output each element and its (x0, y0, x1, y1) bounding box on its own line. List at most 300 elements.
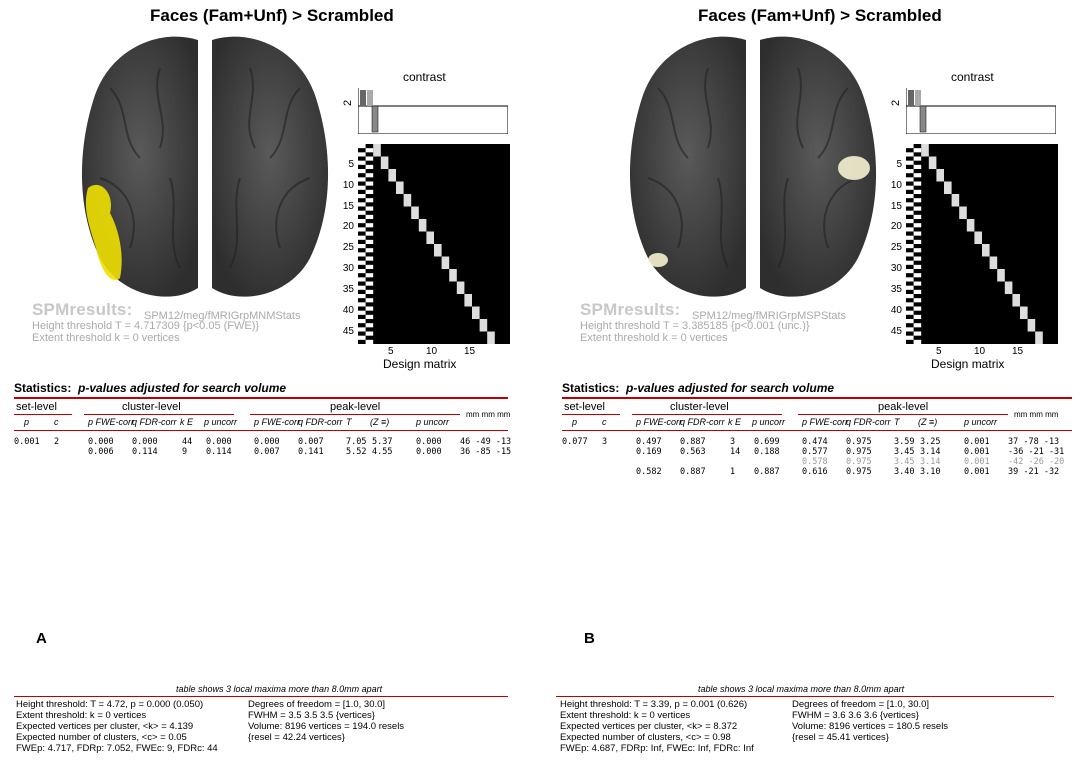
design-matrix-diagonal (373, 144, 381, 157)
cell-p-qfdr: 0.975 (846, 437, 872, 447)
footer-right-line: {resel = 42.24 vertices} (248, 732, 345, 743)
statistics-title: Statistics: (14, 381, 72, 395)
design-matrix-diagonal (388, 169, 396, 182)
design-matrix-cell (906, 144, 914, 148)
design-matrix-cell (358, 144, 366, 148)
design-matrix-cell (906, 277, 914, 281)
design-matrix-cell (366, 182, 374, 186)
design-matrix-xtick: 5 (936, 346, 942, 357)
design-matrix-cell (366, 315, 374, 319)
design-matrix-diagonal (457, 282, 465, 295)
contrast-label: contrast (951, 70, 994, 84)
design-matrix-cell (366, 340, 374, 344)
design-matrix-cell (358, 244, 366, 248)
spm-extent-threshold: Extent threshold k = 0 vertices (32, 332, 180, 344)
cell-c-qfdr: 0.114 (132, 447, 158, 457)
design-matrix-cell (358, 219, 366, 223)
cell-c-pfwe: 0.169 (636, 447, 662, 457)
footer-rule (556, 696, 1054, 697)
cell-p-pfwe: 0.000 (254, 437, 280, 447)
hdr-t: T (894, 417, 900, 427)
cell-set-c: 2 (54, 437, 60, 447)
design-matrix-cell (914, 165, 922, 169)
design-matrix-diagonal (487, 332, 495, 345)
cell-c-ke: 9 (182, 447, 188, 457)
design-matrix-cell (914, 282, 922, 286)
design-matrix-diagonal (1028, 319, 1036, 332)
cell-c-pfwe: 0.006 (88, 447, 114, 457)
hdr-t: T (346, 417, 352, 427)
design-matrix-diagonal (381, 157, 389, 170)
design-matrix-cell (914, 307, 922, 311)
hdr-punc-peak: p uncorr (416, 417, 450, 427)
design-matrix-cell (914, 148, 922, 152)
design-matrix-cell (358, 319, 366, 323)
cell-p-punc: 0.001 (964, 457, 990, 467)
cell-p-punc: 0.001 (964, 467, 990, 477)
design-matrix-cell (906, 336, 914, 340)
hdr-punc: p uncorr (204, 417, 238, 427)
cell-p-t: 7.05 (346, 437, 367, 447)
footer-left-line: FWEp: 4.687, FDRp: Inf, FWEc: Inf, FDRc: Inf (560, 743, 754, 754)
design-matrix-cell (906, 177, 914, 181)
footer-right-line: Volume: 8196 vertices = 194.0 resels (248, 721, 405, 732)
cell-p-z: 3.10 (920, 467, 941, 477)
contrast-tick: 2 (342, 99, 354, 106)
design-matrix-cell (366, 148, 374, 152)
cell-p-pfwe: 0.577 (802, 447, 828, 457)
spm-height-threshold: Height threshold T = 3.385185 {p<0.001 (unc.)} (580, 320, 810, 332)
header-bottom-rule (14, 430, 508, 431)
design-matrix-ytick: 40 (342, 304, 354, 316)
footer-left-line: Expected number of clusters, <c> = 0.05 (16, 732, 187, 743)
cell-p-t: 3.59 (894, 437, 915, 447)
design-matrix-cell (906, 169, 914, 173)
cell-c-qfdr: 0.887 (680, 467, 706, 477)
design-matrix-cell (366, 190, 374, 194)
panel-letter: A (36, 630, 47, 647)
design-matrix-cell (366, 215, 374, 219)
cell-p-pfwe: 0.474 (802, 437, 828, 447)
design-matrix-cell (906, 194, 914, 198)
cell-p-t: 3.45 (894, 447, 915, 457)
cell-p-pfwe: 0.616 (802, 467, 828, 477)
design-matrix-diagonal (959, 207, 967, 220)
cell-p-t: 5.52 (346, 447, 367, 457)
rule-cluster (84, 414, 234, 415)
cell-p-punc: 0.001 (964, 437, 990, 447)
design-matrix-diagonal (1005, 282, 1013, 295)
statistics-subtitle: p-values adjusted for search volume (78, 381, 287, 395)
spm-path: SPM12/meg/fMRIGrpMNMStats (144, 310, 301, 322)
design-matrix-cell (358, 252, 366, 256)
hdr-peak-level: peak-level (330, 401, 381, 413)
design-matrix-cell (358, 236, 366, 240)
contrast-plot (906, 88, 1056, 134)
design-matrix-diagonal (990, 257, 998, 270)
footer-right-line: Degrees of freedom = [1.0, 30.0] (248, 699, 386, 710)
cell-p-qfdr: 0.975 (846, 447, 872, 457)
design-matrix-cell (914, 198, 922, 202)
design-matrix-diagonal (952, 194, 960, 207)
design-matrix-ytick: 40 (890, 304, 902, 316)
design-matrix-cell (906, 311, 914, 315)
contrast-label: contrast (403, 70, 446, 84)
cell-p-t: 3.45 (894, 457, 915, 467)
figure-title: Faces (Fam+Unf) > Scrambled (150, 6, 394, 25)
design-matrix-xtick: 10 (426, 346, 438, 357)
footer-left-line: Extent threshold: k = 0 vertices (16, 710, 147, 721)
panel-letter: B (584, 630, 595, 647)
footer-left-line: Height threshold: T = 3.39, p = 0.001 (0.626) (560, 699, 748, 710)
design-matrix-cell (906, 219, 914, 223)
design-matrix-cell (906, 244, 914, 248)
design-matrix-cell (366, 265, 374, 269)
design-matrix-cell (366, 157, 374, 161)
design-matrix-diagonal (1035, 332, 1043, 345)
design-matrix-diagonal (411, 207, 419, 220)
cell-set-p: 0.077 (562, 437, 588, 447)
design-matrix-diagonal (967, 219, 975, 232)
cell-p-z: 3.25 (920, 437, 941, 447)
design-matrix-cell (914, 207, 922, 211)
cell-p-z: 4.55 (372, 447, 393, 457)
spm-heading: SPMresults: (580, 300, 681, 319)
footer-note: table shows 3 local maxima more than 8.0mm apart (698, 684, 905, 694)
design-matrix-ytick: 5 (348, 158, 354, 170)
design-matrix-cell (358, 286, 366, 290)
design-matrix-cell (358, 177, 366, 181)
design-matrix-cell (906, 161, 914, 165)
design-matrix-cell (906, 186, 914, 190)
design-matrix-cell (914, 248, 922, 252)
design-matrix-cell (906, 252, 914, 256)
contrast-plot (358, 88, 508, 134)
hdr-punc: p uncorr (752, 417, 786, 427)
hdr-qfdr: q FDR-corr (680, 417, 725, 427)
hdr-mm: mm mm mm (1014, 410, 1059, 419)
spm-heading: SPMresults: (32, 300, 133, 319)
design-matrix-yticks (340, 144, 356, 344)
spm-height-threshold: Height threshold T = 4.717309 {p<0.05 (FWE)} (32, 320, 260, 332)
design-matrix-diagonal (404, 194, 412, 207)
design-matrix-cell (366, 198, 374, 202)
design-matrix-diagonal (974, 232, 982, 245)
design-matrix-diagonal (921, 144, 929, 157)
design-matrix-diagonal (936, 169, 944, 182)
hdr-c: c (54, 417, 59, 427)
hdr-pfwe: p FWE-corr (88, 417, 134, 427)
hdr-peak-level: peak-level (878, 401, 929, 413)
hdr-punc-peak: p uncorr (964, 417, 998, 427)
cell-mm: -36 -21 -31 (1008, 447, 1065, 457)
design-matrix-cell (366, 257, 374, 261)
cell-set-p: 0.001 (14, 437, 40, 447)
design-matrix-cell (358, 277, 366, 281)
cell-p-qfdr: 0.007 (298, 437, 324, 447)
panel-a (0, 0, 530, 761)
cell-c-ke: 3 (730, 437, 736, 447)
design-matrix-cell (906, 294, 914, 298)
design-matrix-cell (914, 340, 922, 344)
design-matrix-cell (366, 332, 374, 336)
design-matrix-ytick: 15 (342, 200, 354, 212)
cell-mm: 46 -49 -13 (460, 437, 512, 447)
design-matrix (906, 144, 1058, 344)
design-matrix-cell (366, 165, 374, 169)
design-matrix-cell (914, 315, 922, 319)
design-matrix-cell (366, 290, 374, 294)
design-matrix-cell (358, 227, 366, 231)
design-matrix-ytick: 35 (890, 283, 902, 295)
cell-c-punc: 0.188 (754, 447, 780, 457)
design-matrix-diagonal (464, 294, 472, 307)
design-matrix-cell (906, 261, 914, 265)
panel-b (548, 0, 1078, 761)
cell-c-punc: 0.887 (754, 467, 780, 477)
statistics-subtitle: p-values adjusted for search volume (626, 381, 835, 395)
footer-left-line: Expected vertices per cluster, <k> = 8.372 (560, 721, 738, 732)
design-matrix-ytick: 30 (890, 263, 902, 274)
design-matrix-cell (906, 236, 914, 240)
design-matrix-cell (914, 332, 922, 336)
rule-set (562, 414, 620, 415)
cell-c-ke: 44 (182, 437, 193, 447)
cell-c-qfdr: 0.563 (680, 447, 706, 457)
design-matrix-cell (358, 269, 366, 273)
hdr-z: (Z ≡) (918, 417, 938, 427)
cell-mm: -42 -26 -20 (1008, 457, 1065, 467)
design-matrix-cell (358, 202, 366, 206)
spm-extent-threshold: Extent threshold k = 0 vertices (580, 332, 728, 344)
design-matrix-diagonal (449, 269, 457, 282)
cell-c-ke: 14 (730, 447, 741, 457)
cell-p-z: 3.14 (920, 457, 941, 467)
design-matrix-cell (914, 157, 922, 161)
design-matrix-yticks (888, 144, 904, 344)
design-matrix-cell (914, 257, 922, 261)
design-matrix (358, 144, 510, 344)
activation-blob (838, 156, 870, 180)
design-matrix-ytick: 30 (342, 263, 354, 274)
hdr-qfdr: q FDR-corr (132, 417, 177, 427)
design-matrix-cell (914, 173, 922, 177)
rule-set (14, 414, 72, 415)
footer-right (792, 699, 948, 743)
design-matrix-cell (914, 223, 922, 227)
cell-c-punc: 0.000 (206, 437, 232, 447)
cell-p-t: 3.40 (894, 467, 915, 477)
hdr-cluster-level: cluster-level (122, 401, 181, 413)
design-matrix-diagonal (944, 182, 952, 195)
design-matrix-diagonal (472, 307, 480, 320)
design-matrix-cell (906, 319, 914, 323)
spm-results-info (580, 300, 890, 344)
design-matrix-diagonal (1020, 307, 1028, 320)
footer-left-line: Height threshold: T = 4.72, p = 0.000 (0.050) (16, 699, 204, 710)
design-matrix-diagonal (442, 257, 450, 270)
design-matrix-cell (358, 161, 366, 165)
hdr-set-level: set-level (16, 401, 57, 413)
design-matrix-cell (366, 232, 374, 236)
design-matrix-diagonal (426, 232, 434, 245)
design-matrix-cell (358, 261, 366, 265)
cell-c-pfwe: 0.582 (636, 467, 662, 477)
design-matrix-diagonal (434, 244, 442, 257)
design-matrix-cell (366, 323, 374, 327)
footer-right-line: FWHM = 3.5 3.5 3.5 {vertices} (248, 710, 375, 721)
design-matrix-cell (366, 223, 374, 227)
brain-surface-render (70, 28, 340, 306)
footer-note: table shows 3 local maxima more than 8.0mm apart (176, 684, 383, 694)
activation-blob (648, 253, 668, 267)
design-matrix-ytick: 20 (342, 221, 354, 233)
design-matrix-cell (906, 202, 914, 206)
design-matrix-cell (914, 298, 922, 302)
contrast-tick: 2 (890, 99, 902, 106)
cell-p-qfdr: 0.975 (846, 457, 872, 467)
cell-p-punc: 0.001 (964, 447, 990, 457)
design-matrix-cell (366, 207, 374, 211)
cell-c-punc: 0.114 (206, 447, 232, 457)
hdr-set-level: set-level (564, 401, 605, 413)
cell-p-z: 5.37 (372, 437, 393, 447)
cell-mm: 36 -85 -15 (460, 447, 512, 457)
rule-peak (250, 414, 460, 415)
design-matrix-ytick: 25 (342, 242, 354, 254)
footer-right-line: Degrees of freedom = [1.0, 30.0] (792, 699, 930, 710)
design-matrix-cell (358, 336, 366, 340)
footer-right-line: Volume: 8196 vertices = 180.5 resels (792, 721, 949, 732)
design-matrix-cell (358, 169, 366, 173)
design-matrix-cell (366, 248, 374, 252)
hdr-ke: k E (180, 417, 194, 427)
design-matrix-cell (366, 240, 374, 244)
design-matrix-cell (358, 294, 366, 298)
figure-title: Faces (Fam+Unf) > Scrambled (698, 6, 942, 25)
cell-mm: 39 -21 -32 (1008, 467, 1060, 477)
cell-p-qfdr: 0.141 (298, 447, 324, 457)
design-matrix-title: Design matrix (931, 357, 1005, 371)
design-matrix-cell (914, 215, 922, 219)
hdr-cluster-level: cluster-level (670, 401, 729, 413)
design-matrix-cell (906, 269, 914, 273)
design-matrix-cell (358, 194, 366, 198)
footer-right-line: FWHM = 3.6 3.6 3.6 {vertices} (792, 710, 919, 721)
statistics-title: Statistics: (562, 381, 620, 395)
design-matrix-cell (914, 232, 922, 236)
rule-peak (798, 414, 1008, 415)
hdr-p: p (572, 417, 578, 427)
design-matrix-diagonal (1012, 294, 1020, 307)
cell-p-punc: 0.000 (416, 447, 442, 457)
rule-cluster (632, 414, 782, 415)
header-bottom-rule (562, 430, 1072, 431)
design-matrix-cell (906, 152, 914, 156)
design-matrix-cell (366, 273, 374, 277)
design-matrix-cell (358, 152, 366, 156)
design-matrix-xtick: 10 (974, 346, 986, 357)
design-matrix-ytick: 10 (342, 179, 354, 191)
design-matrix-xtick: 15 (464, 346, 476, 357)
hdr-p: p (24, 417, 30, 427)
design-matrix-cell (914, 273, 922, 277)
design-matrix-ytick: 25 (890, 242, 902, 254)
hdr-pfwe-peak: p FWE-corr (254, 417, 300, 427)
footer-rule (14, 696, 508, 697)
design-matrix-cell (358, 302, 366, 306)
design-matrix-cell (906, 286, 914, 290)
design-matrix-cell (914, 265, 922, 269)
design-matrix-diagonal (396, 182, 404, 195)
design-matrix-diagonal (480, 319, 488, 332)
design-matrix-cell (358, 186, 366, 190)
design-matrix-diagonal (419, 219, 427, 232)
hdr-pfwe: p FWE-corr (636, 417, 682, 427)
design-matrix-cell (906, 227, 914, 231)
hdr-mm: mm mm mm (466, 410, 511, 419)
cell-c-pfwe: 0.497 (636, 437, 662, 447)
design-matrix-cell (914, 240, 922, 244)
hdr-c: c (602, 417, 607, 427)
footer-left (560, 699, 754, 754)
design-matrix-cell (358, 311, 366, 315)
hdr-qfdr-peak: q FDR-corr (846, 417, 891, 427)
design-matrix-cell (358, 211, 366, 215)
statistics-heading (14, 381, 286, 395)
cell-c-ke: 1 (730, 467, 736, 477)
design-matrix-cell (914, 323, 922, 327)
cell-mm: 37 -78 -13 (1008, 437, 1060, 447)
design-matrix-xtick: 5 (388, 346, 394, 357)
hdr-pfwe-peak: p FWE-corr (802, 417, 848, 427)
design-matrix-cell (906, 327, 914, 331)
design-matrix-diagonal (982, 244, 990, 257)
spm-results-info (32, 300, 342, 344)
hdr-qfdr-peak: q FDR-corr (298, 417, 343, 427)
design-matrix-ytick: 5 (896, 158, 902, 170)
design-matrix-cell (366, 298, 374, 302)
spm-path: SPM12/meg/fMRIGrpMSPStats (692, 310, 847, 322)
design-matrix-cell (914, 290, 922, 294)
design-matrix-ytick: 45 (342, 325, 354, 337)
cell-p-z: 3.14 (920, 447, 941, 457)
design-matrix-ytick: 35 (342, 283, 354, 295)
cell-c-punc: 0.699 (754, 437, 780, 447)
cell-p-punc: 0.000 (416, 437, 442, 447)
design-matrix-cell (358, 327, 366, 331)
footer-left-line: Extent threshold: k = 0 vertices (560, 710, 691, 721)
hdr-z: (Z ≡) (370, 417, 390, 427)
cell-p-pfwe: 0.007 (254, 447, 280, 457)
brain-surface-render (618, 28, 888, 306)
design-matrix-ytick: 10 (890, 179, 902, 191)
design-matrix-ytick: 45 (890, 325, 902, 337)
hdr-ke: k E (728, 417, 742, 427)
cell-p-qfdr: 0.975 (846, 467, 872, 477)
cell-c-pfwe: 0.000 (88, 437, 114, 447)
design-matrix-xtick: 15 (1012, 346, 1024, 357)
table-top-rule (14, 397, 508, 399)
design-matrix-title: Design matrix (383, 357, 457, 371)
cell-c-qfdr: 0.000 (132, 437, 158, 447)
footer-right (248, 699, 404, 743)
design-matrix-cell (366, 282, 374, 286)
cell-p-pfwe: 0.578 (802, 457, 828, 467)
design-matrix-cell (914, 182, 922, 186)
footer-left-line: Expected number of clusters, <c> = 0.98 (560, 732, 731, 743)
table-top-rule (562, 397, 1072, 399)
